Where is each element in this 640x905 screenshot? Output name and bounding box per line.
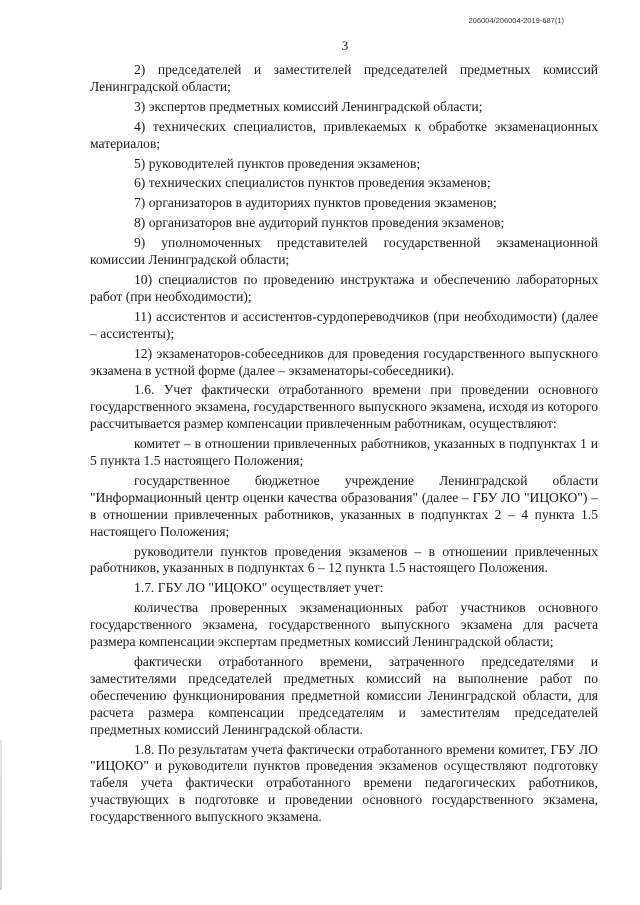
paragraph: 3) экспертов предметных комиссий Ленинградской области; <box>134 98 483 114</box>
paragraph: 11) ассистентов и ассистентов-сурдопереводчиков (при необходимости) (далее – ассистенты); <box>90 308 598 341</box>
paragraph: руководители пунктов проведения экзаменов – в отношении привлеченных работников, указанных в подпунктах 6 – 12 пункта 1.5 настоящего Положения. <box>90 543 598 576</box>
paragraph: 6) технических специалистов пунктов проведения экзаменов; <box>134 175 491 191</box>
paragraph: 9) уполномоченных представителей государственной экзаменационной комиссии Ленинградской области; <box>90 235 598 268</box>
page-number: 3 <box>341 38 349 53</box>
paragraph: 4) технических специалистов, привлекаемых к обработке экзаменационных материалов; <box>90 118 598 151</box>
paragraph: количества проверенных экзаменационных работ участников основного государственного экзамена, государственного выпускного экзамена для расчета размера компенсации экспертам предметных комиссий Ленинградской области; <box>90 600 598 650</box>
paragraph: фактически отработанного времени, затраченного председателями и заместителями председателей предметных комиссий на выполнение работ по обеспечению функционирования предметной комиссии Ленинградской области, для расчета размера компенсации председателям и заместителям председателей предметных комиссий Ленинградской области. <box>90 654 598 737</box>
paragraph: комитет – в отношении привлеченных работников, указанных в подпунктах 1 и 5 пункта 1.5 настоящего Положения; <box>90 436 598 469</box>
paragraph: 1.6. Учет фактически отработанного времени при проведении основного государственного экзамена, государственного выпускного экзамена, исходя из которого рассчитывается размер компенсации привлеченным работникам, осуществляют: <box>90 382 598 432</box>
paragraph: 1.7. ГБУ ЛО "ИЦОКО" осуществляет учет: <box>134 580 384 596</box>
document-id: 206004/206004-2019-687(1) <box>468 16 564 25</box>
paragraph: 7) организаторов в аудиториях пунктов проведения экзаменов; <box>134 195 497 211</box>
paragraph: 5) руководителей пунктов проведения экзаменов; <box>134 155 421 171</box>
paragraph: 1.8. По результатам учета фактически отработанного времени комитет, ГБУ ЛО "ИЦОКО" и руководители пунктов проведения экзаменов осуществляют подготовку табеля учета фактически отработанного времени педагогических работников, участвующих в подготовке и проведении основного государственного экзамена, государственного выпускного экзамена. <box>90 741 598 825</box>
paragraph: 8) организаторов вне аудиторий пунктов проведения экзаменов; <box>134 215 505 231</box>
paragraph: 10) специалистов по проведению инструктажа и обеспечению лабораторных работ (при необходимости); <box>90 271 598 304</box>
paragraph: 12) экзаменаторов-собеседников для проведения государственного выпускного экзамена в устной форме (далее – экзаменаторы-собеседники). <box>90 345 598 378</box>
scan-edge-shadow <box>0 740 2 890</box>
paragraph: государственное бюджетное учреждение Ленинградской области "Информационный центр оценки качества образования" (далее – ГБУ ЛО "ИЦОКО") – в отношении привлеченных работников, указанных в подпунктах 2 – 4 пункта 1.5 настоящего Положения; <box>90 472 598 539</box>
document-body <box>90 62 598 826</box>
paragraph: 2) председателей и заместителей председателей предметных комиссий Ленинградской области; <box>90 62 598 94</box>
